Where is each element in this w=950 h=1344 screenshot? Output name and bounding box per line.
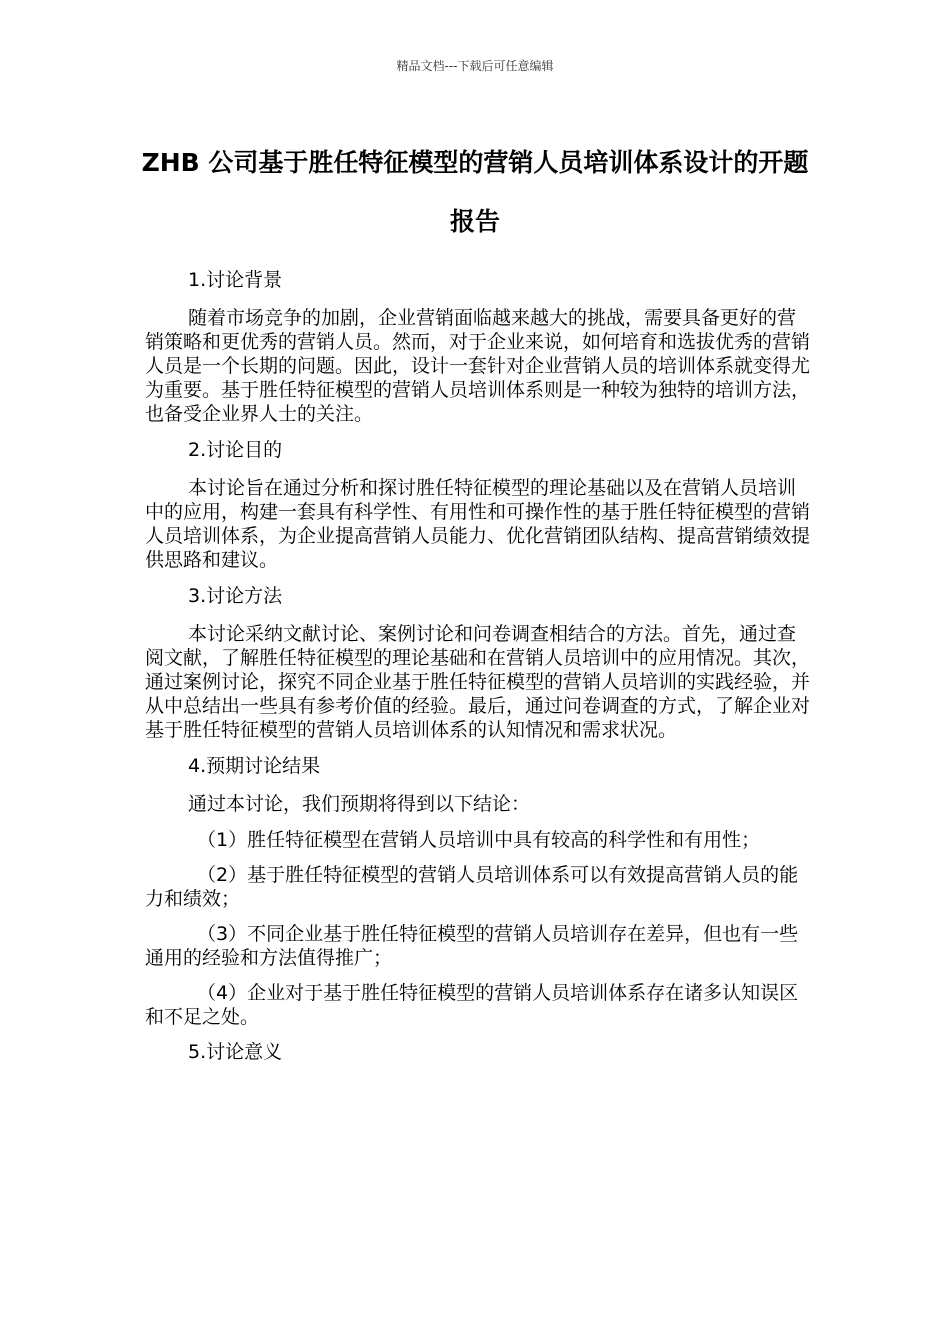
document-title: ZHB 公司基于胜任特征模型的营销人员培训体系设计的开题报告 [141,148,809,236]
method-paragraph: 本讨论采纳文献讨论、案例讨论和问卷调查相结合的方法。首先，通过查阅文献，了解胜任特征模型的理论基础和在营销人员培训中的应用情况。其次，通过案例讨论，探究不同企业基于胜任特征模型的营销人员培训的实践经验，并从中总结出一些具有参考价值的经验。最后，通过问卷调查的方式，了解企业对基于胜任特征模型的营销人员培训体系的认知情况和需求状况。 [145,623,811,741]
section-heading-expected-results: 4.预期讨论结果 [188,755,321,777]
section-heading-significance: 5.讨论意义 [188,1041,283,1063]
expected-results-intro: 通过本讨论，我们预期将得到以下结论： [188,793,531,815]
background-paragraph: 随着市场竞争的加剧，企业营销面临越来越大的挑战，需要具备更好的营销策略和更优秀的营销人员。然而，对于企业来说，如何培育和选拔优秀的营销人员是一个长期的问题。因此，设计一套针对企业营销人员的培训体系就变得尤为重要。基于胜任特征模型的营销人员培训体系则是一种较为独特的培训方法，也备受企业界人士的关注。 [145,307,811,425]
purpose-paragraph: 本讨论旨在通过分析和探讨胜任特征模型的理论基础以及在营销人员培训中的应用，构建一套具有科学性、有用性和可操作性的基于胜任特征模型的营销人员培训体系，为企业提高营销人员能力、优化营销团队结构、提高营销绩效提供思路和建议。 [145,477,811,571]
page-header-watermark: 精品文档---下载后可任意编辑 [396,59,554,73]
section-heading-method: 3.讨论方法 [188,585,283,607]
expected-result-item: （2）基于胜任特征模型的营销人员培训体系可以有效提高营销人员的能力和绩效； [145,864,799,910]
expected-result-item: （4）企业对于基于胜任特征模型的营销人员培训体系存在诸多认知误区和不足之处。 [145,982,799,1028]
expected-result-item: （3）不同企业基于胜任特征模型的营销人员培训存在差异，但也有一些通用的经验和方法值得推广； [145,923,799,969]
section-heading-purpose: 2.讨论目的 [188,439,283,461]
document-body [145,268,810,1078]
section-heading-background: 1.讨论背景 [188,269,283,291]
expected-result-item: （1）胜任特征模型在营销人员培训中具有较高的科学性和有用性； [197,829,761,851]
